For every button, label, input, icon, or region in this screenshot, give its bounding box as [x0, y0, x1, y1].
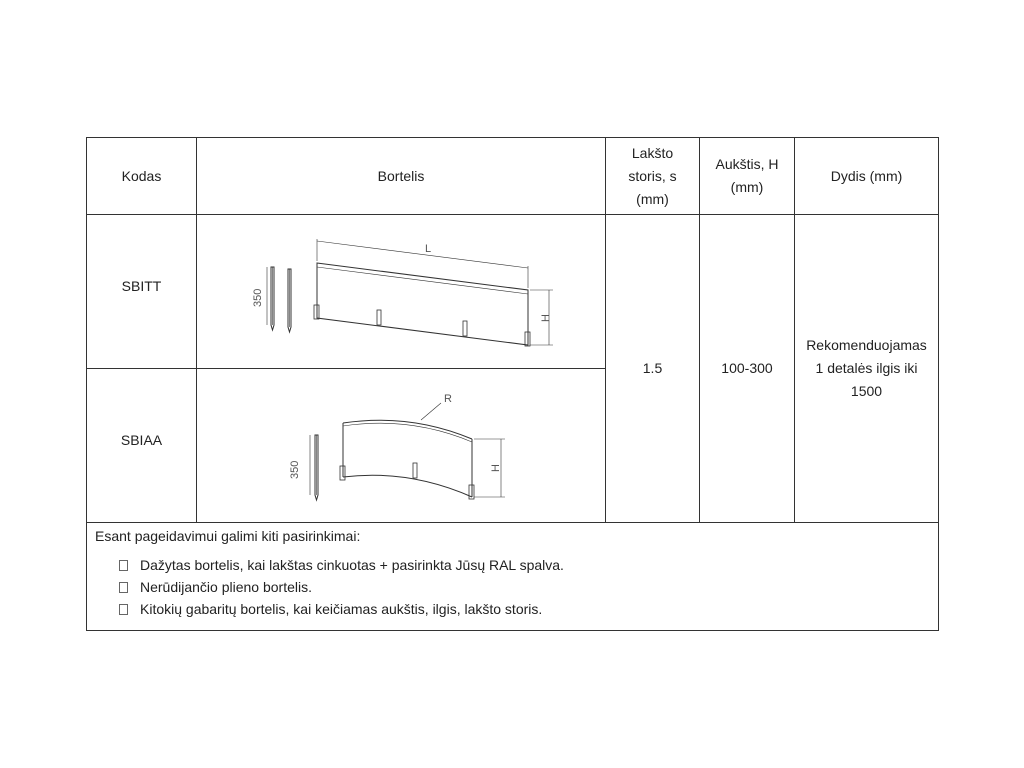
- stake-dim-label: 350: [289, 460, 301, 479]
- list-item: [119, 554, 930, 576]
- notes-row: [87, 523, 939, 631]
- stake-drawing: [267, 267, 274, 330]
- thickness-value: 1.5: [606, 215, 700, 523]
- notes-title: Esant pageidavimui galimi kiti pasirinkimai:: [95, 528, 361, 544]
- arc-border-drawing: [197, 369, 606, 522]
- note-text: Dažytas bortelis, kai lakštas cinkuotas + pasirinkta Jūsų RAL spalva.: [140, 557, 564, 573]
- row-code-sbitt: SBITT: [87, 215, 197, 369]
- arc-panel: [340, 420, 474, 499]
- height-dim-label: H: [490, 464, 502, 472]
- product-spec-table: [86, 137, 939, 631]
- note-text: Nerūdijančio plieno bortelis.: [140, 579, 312, 595]
- height-value: 100-300: [700, 215, 795, 523]
- radius-dim-label: R: [444, 393, 452, 405]
- size-value: Rekomenduojamas 1 detalės ilgis iki 1500: [795, 215, 939, 523]
- stake-drawing: [310, 435, 318, 500]
- checkbox-icon: [119, 582, 128, 593]
- header-thickness: Lakšto storis, s (mm): [606, 138, 700, 215]
- stake-drawing-2: [288, 269, 291, 332]
- notes-list: [95, 554, 930, 620]
- list-item: [119, 598, 930, 620]
- header-code: Kodas: [87, 138, 197, 215]
- row-code-sbiaa: SBIAA: [87, 369, 197, 523]
- note-text: Kitokių gabaritų bortelis, kai keičiamas aukštis, ilgis, lakšto storis.: [140, 601, 543, 617]
- arc-border-drawing-cell: [197, 369, 606, 523]
- list-item: [119, 576, 930, 598]
- header-row: [87, 138, 939, 215]
- header-height: Aukštis, H (mm): [700, 138, 795, 215]
- checkbox-icon: [119, 604, 128, 615]
- table-row: [87, 215, 939, 369]
- straight-border-drawing-cell: [197, 215, 606, 369]
- header-border: Bortelis: [197, 138, 606, 215]
- header-size: Dydis (mm): [795, 138, 939, 215]
- height-dim-label: H: [540, 314, 552, 322]
- straight-border-drawing: [197, 215, 606, 368]
- straight-panel: [314, 263, 530, 346]
- stake-dim-label: 350: [252, 288, 264, 307]
- notes-cell: [87, 523, 939, 631]
- checkbox-icon: [119, 560, 128, 571]
- length-dim-label: L: [425, 243, 432, 255]
